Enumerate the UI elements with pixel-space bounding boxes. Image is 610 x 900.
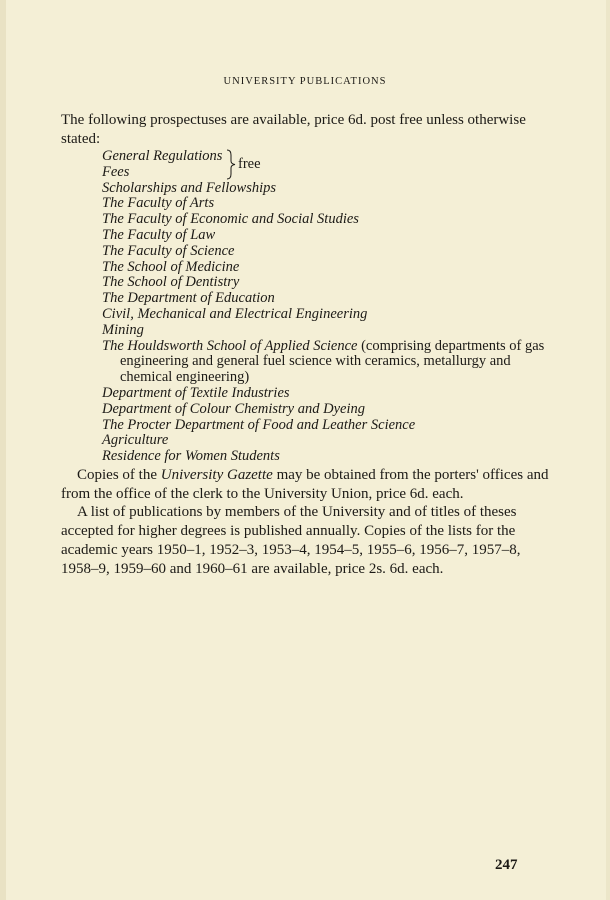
houldsworth-title: The Houldsworth School of Applied Science [102,337,358,354]
list-item: The Faculty of Science [102,242,235,259]
list-item: Department of Textile Industries [102,384,290,401]
list-item: The Faculty of Law [102,226,216,243]
list-item: Department of Colour Chemistry and Dyeing [102,400,365,417]
houldsworth-detail: (comprising departments of gas engineering and general fuel science with ceramics, metallurgy and chemical engineering) [120,337,545,386]
gazette-paragraph [61,466,553,504]
gazette-title: University Gazette [160,467,273,483]
list-item: The Department of Education [102,290,275,307]
prospectus-list [102,149,552,465]
list-item: The Faculty of Arts [102,195,215,212]
running-head: UNIVERSITY PUBLICATIONS [223,76,387,87]
list-item: Civil, Mechanical and Electrical Engineering [102,305,368,322]
list-item: Mining [102,321,144,338]
list-item: The Faculty of Economic and Social Studies [102,211,359,228]
list-item: General Regulations [102,148,223,164]
list-item: The School of Medicine [102,258,240,275]
page-number: 247 [495,857,518,873]
list-item: Fees [102,163,130,180]
theses-paragraph: A list of publications by members of the University and of titles of theses accepted for higher degrees is published annually. Copies of the lists for the academic years 1950–1, 1952–3, 1953–4, 1954–5, 1955–6, 1956–7, 1957–8, 1958–9, 1959–60 and 1960–61 are available, price 2s. 6d. each. [61,504,521,577]
list-item: The Procter Department of Food and Leather Science [102,416,416,433]
gazette-before: Copies of the [77,467,161,483]
gazette-after: may be obtained from the porters' offices and from the office of the clerk to the University Union, price 6d. each. [61,467,549,502]
bracket-note: free [238,156,261,172]
list-item: Residence for Women Students [102,448,280,465]
list-item: Agriculture [102,432,169,449]
list-item: Scholarships and Fellowships [102,179,277,196]
list-item-houldsworth [102,339,552,386]
list-item: The School of Dentistry [102,274,240,291]
bracket-group [102,149,552,181]
intro-paragraph: The following prospectuses are available, price 6d. post free unless otherwise stated: [61,112,526,147]
brace-icon [226,149,236,180]
